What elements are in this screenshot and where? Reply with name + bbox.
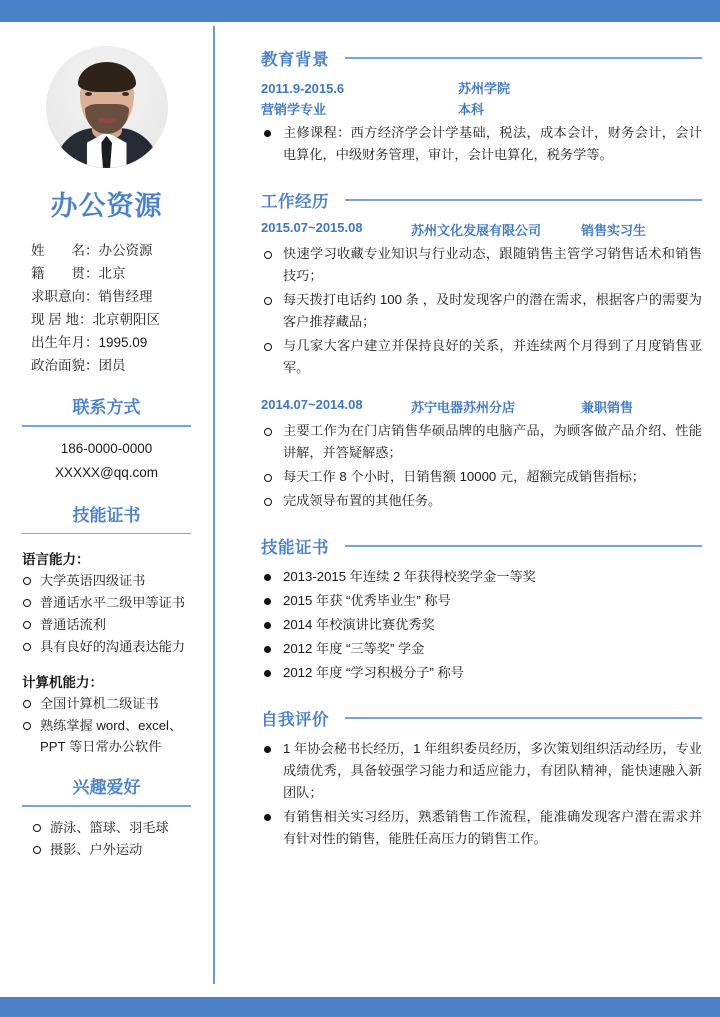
certificates-heading-rule xyxy=(345,545,702,547)
personal-info-list xyxy=(14,239,199,377)
section-certificates xyxy=(261,534,702,684)
info-value: 销售经理 xyxy=(98,289,153,304)
certificates-heading-row xyxy=(261,534,702,558)
info-value: 1995.09 xyxy=(98,335,148,350)
list-item: 熟练掌握 word、excel、PPT 等日常办公软件 xyxy=(20,715,199,757)
info-value: 北京朝阳区 xyxy=(92,312,161,327)
info-label: 籍 贯： xyxy=(31,266,99,281)
education-heading: 教育背景 xyxy=(261,51,329,69)
list-item: 2012 年度 “三等奖” 学金 xyxy=(261,638,702,660)
certificates-heading: 技能证书 xyxy=(261,539,329,557)
info-value: 团员 xyxy=(98,358,126,373)
skills-heading: 技能证书 xyxy=(72,505,141,525)
info-value: 办公资源 xyxy=(98,243,153,258)
section-education xyxy=(261,46,702,166)
list-item: 全国计算机二级证书 xyxy=(20,693,199,714)
info-row xyxy=(31,239,199,262)
evaluation-heading-rule xyxy=(345,717,702,719)
portrait-photo xyxy=(46,46,168,168)
work-date: 2015.07~2015.08 xyxy=(261,220,363,235)
work-heading: 工作经历 xyxy=(261,193,329,211)
photo-container xyxy=(14,46,199,168)
section-self-evaluation xyxy=(261,706,702,850)
education-detail-list xyxy=(261,122,702,166)
hobby-heading-rule xyxy=(22,805,191,807)
work-title: 销售实习生 xyxy=(581,223,647,238)
list-item: 摄影、户外运动 xyxy=(30,839,199,860)
info-label: 出生年月： xyxy=(31,335,99,350)
list-item: 2014 年校演讲比赛优秀奖 xyxy=(261,614,702,636)
work-entry xyxy=(261,397,702,512)
computer-ability-label: 计算机能力： xyxy=(22,675,103,690)
main-content xyxy=(215,22,720,997)
work-detail-list xyxy=(261,420,702,512)
list-item: 每天拨打电话约 100 条 ，及时发现客户的潜在需求，根据客户的需要为客户推荐藏品； xyxy=(261,289,702,333)
education-heading-row xyxy=(261,46,702,70)
contact-heading-rule xyxy=(22,425,191,427)
education-school: 苏州学院 xyxy=(458,81,511,96)
work-date: 2014.07~2014.08 xyxy=(261,397,363,412)
info-label: 姓 名： xyxy=(31,243,99,258)
contact-block xyxy=(14,437,199,485)
list-item: 普通话流利 xyxy=(20,614,199,635)
evaluation-list xyxy=(261,738,702,850)
contact-heading: 联系方式 xyxy=(72,398,141,417)
list-item: 快速学习收藏专业知识与行业动态，跟随销售主管学习销售话术和销售技巧； xyxy=(261,243,702,287)
work-heading-rule xyxy=(345,199,702,201)
evaluation-heading-row xyxy=(261,706,702,730)
list-item: 普通话水平二级甲等证书 xyxy=(20,592,199,613)
info-row xyxy=(31,308,199,331)
info-value: 北京 xyxy=(98,266,126,281)
work-company: 苏宁电器苏州分店 xyxy=(411,400,516,415)
list-item: 2012 年度 “学习积极分子” 称号 xyxy=(261,662,702,684)
left-sidebar xyxy=(0,22,213,997)
list-item: 每天工作 8 个小时，日销售额 10000 元，超额完成销售指标； xyxy=(261,466,702,488)
certificates-list xyxy=(261,566,702,684)
work-entry-header xyxy=(261,220,702,239)
list-item: 游泳、篮球、羽毛球 xyxy=(30,817,199,838)
evaluation-heading: 自我评价 xyxy=(261,711,329,729)
education-date-school xyxy=(261,78,702,99)
email-address: XXXXX@qq.com xyxy=(55,464,158,480)
list-item: 与几家大客户建立并保持良好的关系，并连续两个月得到了月度销售亚军。 xyxy=(261,335,702,379)
language-ability-list xyxy=(20,570,199,657)
list-item: 2015 年获 “优秀毕业生” 称号 xyxy=(261,590,702,612)
language-ability-label: 语言能力： xyxy=(22,552,90,567)
info-row xyxy=(31,285,199,308)
section-work-experience xyxy=(261,188,702,512)
top-accent-bar xyxy=(0,0,720,22)
info-label: 求职意向： xyxy=(31,289,99,304)
list-item: 主要工作为在门店销售华硕品牌的电脑产品，为顾客做产品介绍、性能讲解，并答疑解惑； xyxy=(261,420,702,464)
info-label: 现 居 地： xyxy=(31,312,93,327)
education-date: 2011.9-2015.6 xyxy=(261,81,345,96)
info-row xyxy=(31,262,199,285)
list-item: 2013-2015 年连续 2 年获得校奖学金一等奖 xyxy=(261,566,702,588)
info-row xyxy=(31,354,199,377)
list-item: 主修课程：西方经济学会计学基础，税法，成本会计，财务会计，会计电算化，中级财务管理，审计，会计电算化，税务学等。 xyxy=(261,122,702,166)
info-row xyxy=(31,331,199,354)
phone-number: 186-0000-0000 xyxy=(60,440,153,456)
list-item: 具有良好的沟通表达能力 xyxy=(20,636,199,657)
work-title: 兼职销售 xyxy=(581,400,634,415)
work-entry-header xyxy=(261,397,702,416)
work-entry xyxy=(261,220,702,379)
education-heading-rule xyxy=(345,57,702,59)
list-item: 大学英语四级证书 xyxy=(20,570,199,591)
education-major: 营销学专业 xyxy=(261,102,327,117)
candidate-name: 办公资源 xyxy=(50,191,163,221)
work-company: 苏州文化发展有限公司 xyxy=(411,223,542,238)
work-detail-list xyxy=(261,243,702,379)
education-degree: 本科 xyxy=(458,102,485,117)
bottom-accent-bar xyxy=(0,997,720,1017)
hobby-heading: 兴趣爱好 xyxy=(72,778,141,797)
hobby-list xyxy=(30,817,199,860)
work-heading-row xyxy=(261,188,702,212)
skills-heading-rule xyxy=(22,533,191,535)
list-item: 有销售相关实习经历，熟悉销售工作流程，能准确发现客户潜在需求并有针对性的销售，能胜任高压力的销售工作。 xyxy=(261,806,702,850)
list-item: 1 年协会秘书长经历，1 年组织委员经历，多次策划组织活动经历，专业成绩优秀，具备较强学习能力和适应能力，有团队精神，能快速融入新团队； xyxy=(261,738,702,804)
education-major-degree xyxy=(261,99,702,120)
info-label: 政治面貌： xyxy=(31,358,99,373)
list-item: 完成领导布置的其他任务。 xyxy=(261,490,702,512)
computer-ability-list xyxy=(20,693,199,757)
